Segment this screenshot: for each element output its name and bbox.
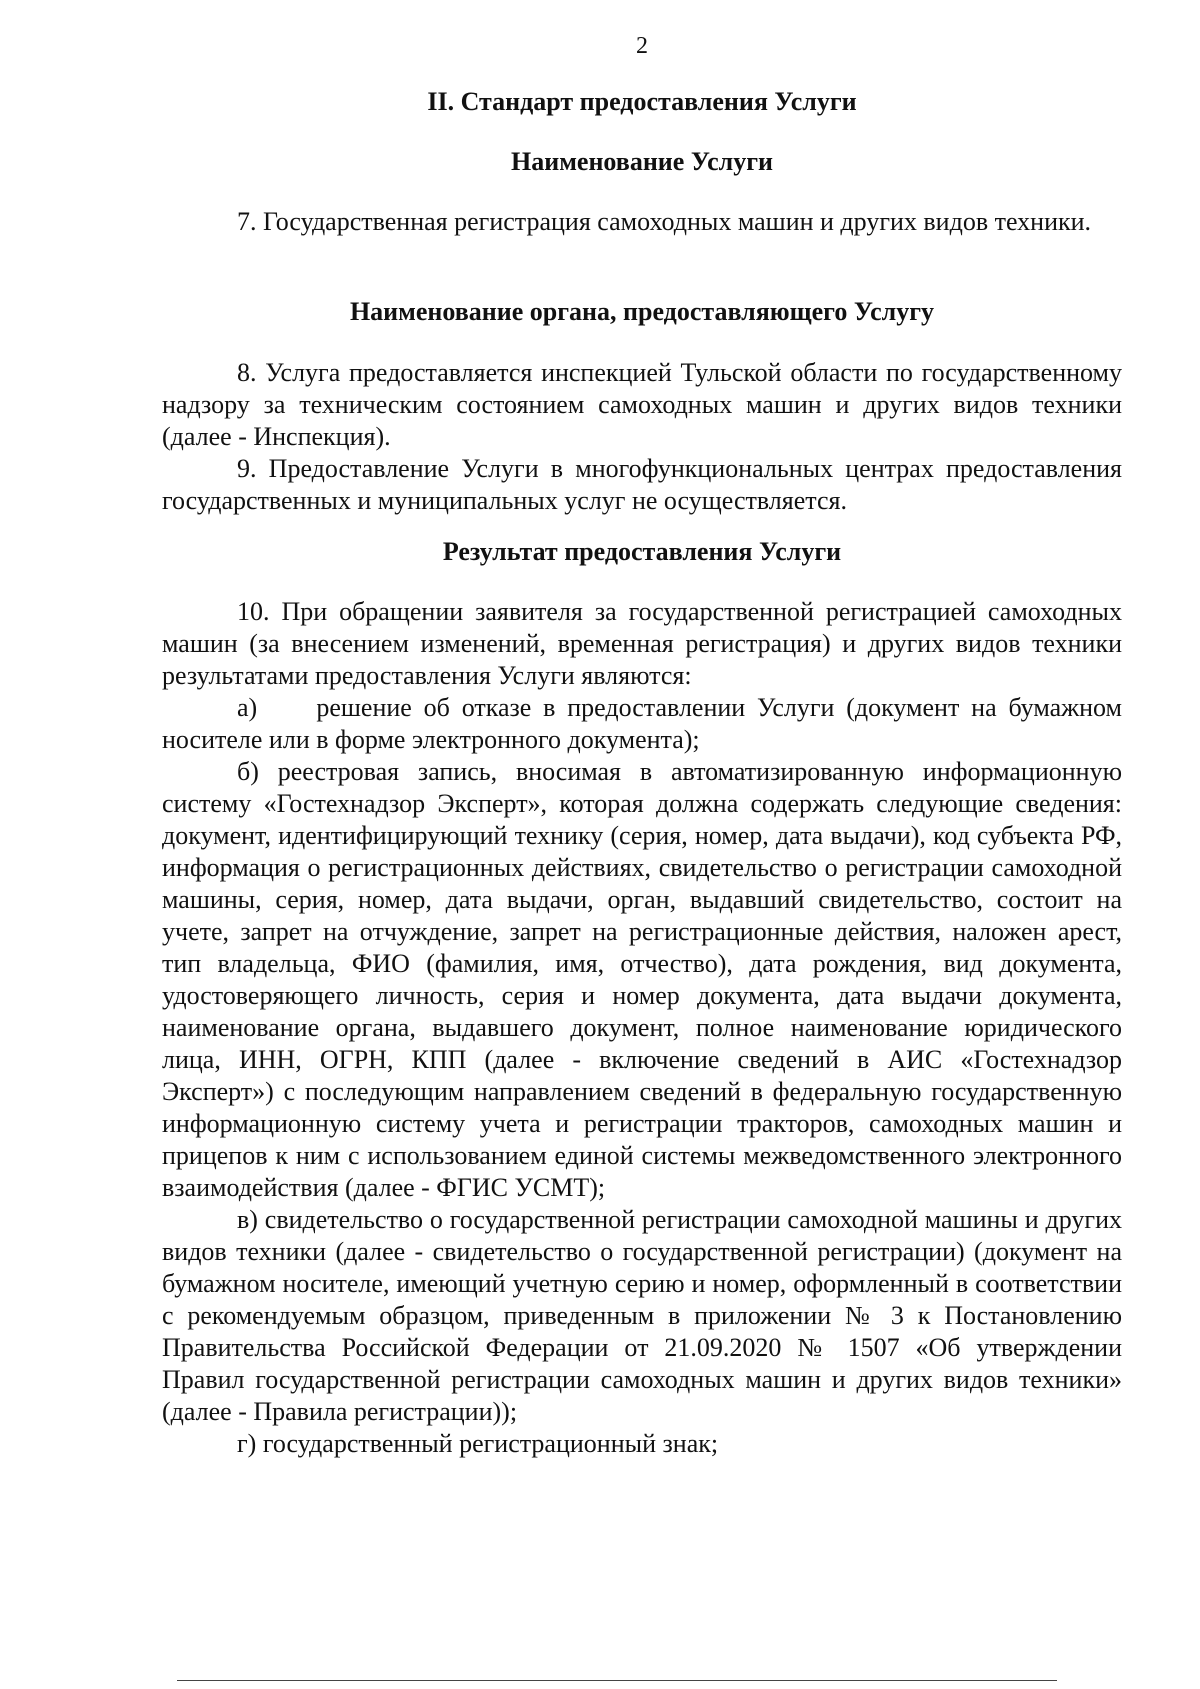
paragraph-10v: в) свидетельство о государственной регистрации самоходной машины и других видов техники (далее - свидетельство о государственной регистрации) (документ на бумажном носителе, имеющий учетную серию и номер, оформленный в соответствии с рекомендуемым образцом, приведенным в приложении № 3 к Постановлению Правительства Российской Федерации от 21.09.2020 № 1507 «Об утверждении Правил государственной регистрации самоходных машин и других видов техники» (далее - Правила регистрации));: [162, 1205, 1122, 1426]
service-provider-block: [162, 357, 1122, 517]
paragraph-10a: а) решение об отказе в предоставлении Услуги (документ на бумажном носителе или в форме электронного документа);: [162, 693, 1122, 754]
paragraph-8: 8. Услуга предоставляется инспекцией Тульской области по государственному надзору за техническим состоянием самоходных машин и других видов техники (далее - Инспекция).: [162, 358, 1122, 451]
paragraph-10b: б) реестровая запись, вносимая в автоматизированную информационную систему «Гостехнадзор Эксперт», которая должна содержать следующие сведения: документ, идентифицирующий технику (серия, номер, дата выдачи), код субъекта РФ, информация о регистрационных действиях, свидетельство о регистрации самоходной машины, серия, номер, дата выдачи, орган, выдавший свидетельство, состоит на учете, запрет на отчуждение, запрет на регистрационные действия, наложен арест, тип владельца, ФИО (фамилия, имя, отчество), дата рождения, вид документа, удостоверяющего личность, серия и номер документа, дата выдачи документа, наименование органа, выдавшего документ, полное наименование юридического лица, ИНН, ОГРН, КПП (далее - включение сведений в АИС «Гостехнадзор Эксперт») с последующим направлением сведений в федеральную государственную информационную систему учета и регистрации тракторов, самоходных машин и прицепов к ним с использованием единой системы межведомственного электронного взаимодействия (далее - ФГИС УСМТ);: [162, 757, 1122, 1202]
service-name-block: [162, 206, 1122, 238]
bottom-rule: [177, 1680, 1057, 1681]
paragraph-9: 9. Предоставление Услуги в многофункциональных центрах предоставления государственных и муниципальных услуг не осуществляется.: [162, 454, 1122, 515]
paragraph-10: 10. При обращении заявителя за государственной регистрацией самоходных машин (за внесением изменений, временная регистрация) и других видов техники результатами предоставления Услуги являются:: [162, 597, 1122, 690]
heading-service-name: Наименование Услуги: [510, 147, 774, 176]
paragraph-10g: г) государственный регистрационный знак;: [237, 1429, 719, 1458]
service-result-block: [162, 596, 1122, 1460]
heading-service-result: Результат предоставления Услуги: [442, 537, 842, 566]
page-number: 2: [636, 33, 648, 59]
heading-service-provider: Наименование органа, предоставляющего Услугу: [349, 297, 935, 326]
section-title: II. Стандарт предоставления Услуги: [427, 87, 857, 116]
paragraph-7: 7. Государственная регистрация самоходных машин и других видов техники.: [237, 207, 1092, 236]
